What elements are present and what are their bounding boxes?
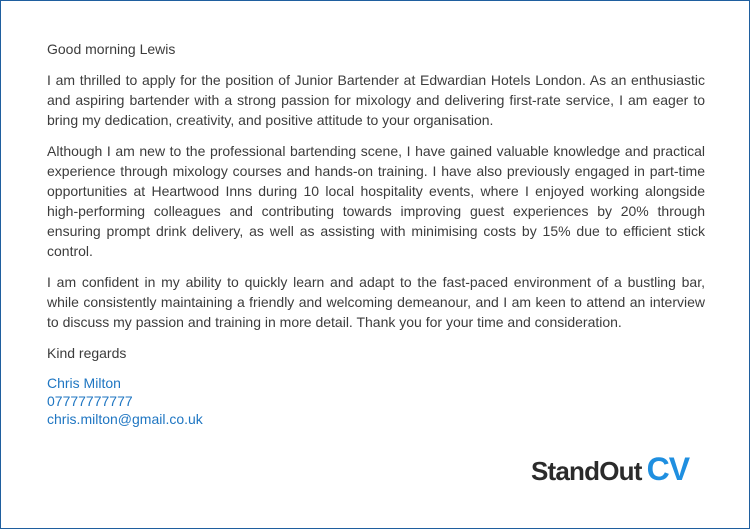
signature-email: chris.milton@gmail.co.uk	[47, 411, 203, 427]
signature-block	[47, 374, 705, 428]
letter-greeting: Good morning Lewis	[47, 41, 176, 57]
letter-body	[47, 39, 705, 428]
letter-paragraph-2: Although I am new to the professional bartending scene, I have gained valuable knowledge and practical experience through mixology courses and hands-on training. I have also previously engaged in part-time opportunities at Heartwood Inns during 10 local hospitality events, where I enjoyed working alongside high-performing colleagues and contributing towards improving guest experiences by 20% through ensuring prompt drink delivery, as well as assisting with minimising costs by 15% due to efficient stick control.	[47, 143, 705, 259]
letter-signoff: Kind regards	[47, 345, 127, 361]
standout-cv-logo	[531, 451, 689, 491]
logo-word-cv: CV	[646, 451, 690, 487]
signature-name: Chris Milton	[47, 375, 121, 391]
letter-paragraph-1: I am thrilled to apply for the position of Junior Bartender at Edwardian Hotels London. As an enthusiastic and aspiring bartender with a strong passion for mixology and delivering first-rate service, I am eager to bring my dedication, creativity, and positive attitude to your organisation.	[47, 72, 705, 128]
letter-paragraph-3: I am confident in my ability to quickly learn and adapt to the fast-paced environment of a bustling bar, while consistently maintaining a friendly and welcoming demeanour, and I am keen to attend an interview to discuss my passion and training in more detail. Thank you for your time and consideration.	[47, 274, 705, 330]
signature-phone: 07777777777	[47, 393, 133, 409]
logo-word-standout: StandOut	[531, 456, 642, 486]
